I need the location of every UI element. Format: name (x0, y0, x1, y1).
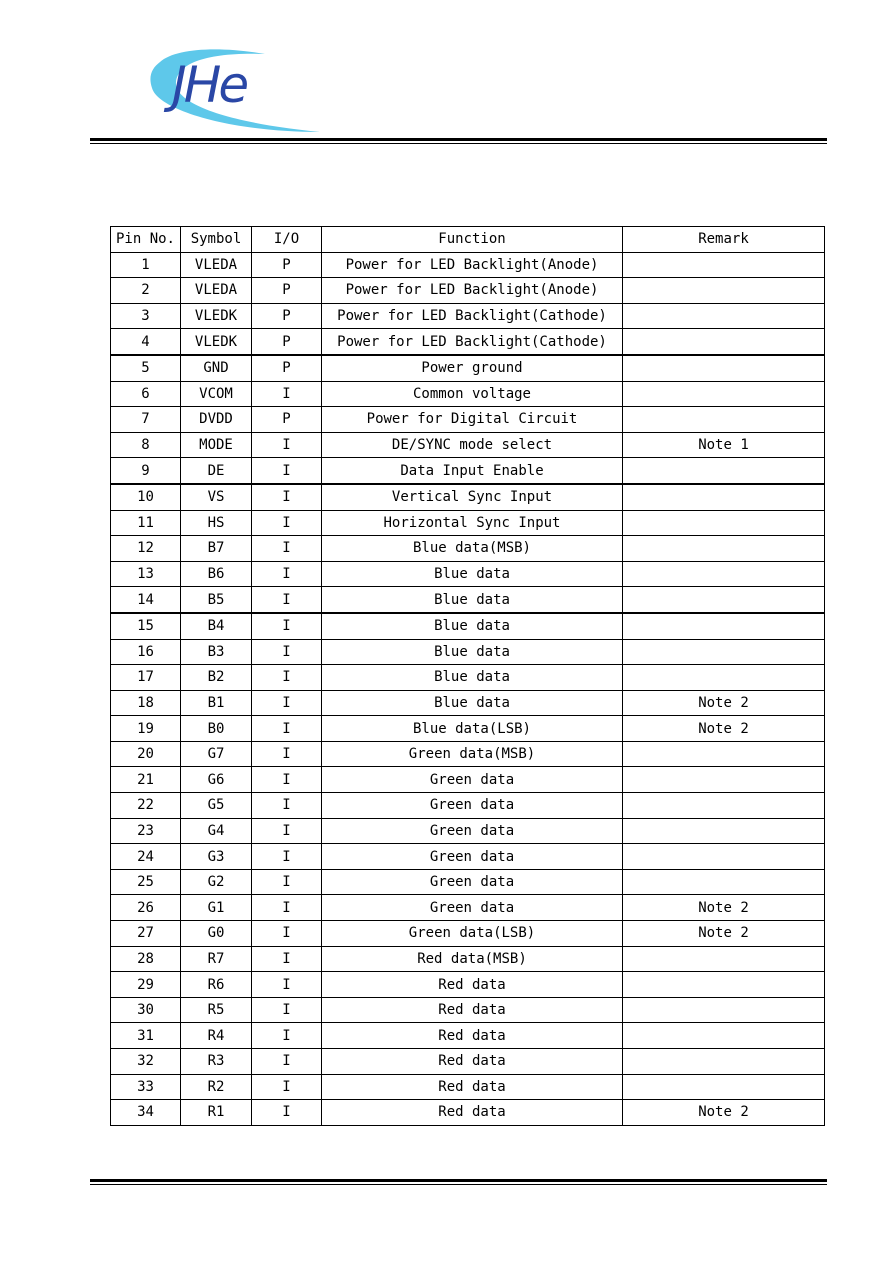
symbol-cell: VLEDK (181, 303, 252, 329)
io-cell: I (252, 869, 322, 895)
function-cell: Blue data (322, 613, 623, 639)
remark-cell (623, 793, 825, 819)
remark-cell: Note 2 (623, 716, 825, 742)
table-row (111, 741, 825, 767)
function-cell: Power for LED Backlight(Cathode) (322, 303, 623, 329)
io-cell: P (252, 407, 322, 433)
pin-no-cell: 31 (111, 1023, 181, 1049)
pin-no-cell: 29 (111, 972, 181, 998)
io-cell: I (252, 639, 322, 665)
io-cell: I (252, 741, 322, 767)
symbol-cell: G4 (181, 818, 252, 844)
function-cell: Horizontal Sync Input (322, 510, 623, 536)
table-row (111, 1049, 825, 1075)
pin-no-cell: 13 (111, 561, 181, 587)
table-row (111, 407, 825, 433)
remark-cell: Note 1 (623, 432, 825, 458)
function-cell: Green data (322, 844, 623, 870)
pin-no-cell: 27 (111, 921, 181, 947)
pin-no-cell: 9 (111, 458, 181, 484)
function-cell: Red data(MSB) (322, 946, 623, 972)
pin-no-cell: 8 (111, 432, 181, 458)
pin-no-cell: 24 (111, 844, 181, 870)
table-row (111, 510, 825, 536)
symbol-cell: R3 (181, 1049, 252, 1075)
pin-no-cell: 32 (111, 1049, 181, 1075)
pin-no-cell: 23 (111, 818, 181, 844)
table-row (111, 690, 825, 716)
pin-no-cell: 15 (111, 613, 181, 639)
remark-cell (623, 741, 825, 767)
remark-cell (623, 458, 825, 484)
function-cell: Green data (322, 767, 623, 793)
remark-cell (623, 484, 825, 510)
io-cell: I (252, 895, 322, 921)
pin-no-cell: 1 (111, 252, 181, 278)
pin-no-cell: 3 (111, 303, 181, 329)
symbol-cell: B1 (181, 690, 252, 716)
function-cell: Power for LED Backlight(Cathode) (322, 329, 623, 355)
function-cell: Green data (322, 869, 623, 895)
io-cell: P (252, 329, 322, 355)
table-row (111, 536, 825, 562)
symbol-cell: VS (181, 484, 252, 510)
function-cell: Blue data(LSB) (322, 716, 623, 742)
table-row (111, 613, 825, 639)
symbol-cell: R5 (181, 997, 252, 1023)
remark-cell (623, 329, 825, 355)
symbol-cell: B5 (181, 587, 252, 613)
io-cell: I (252, 972, 322, 998)
table-row (111, 381, 825, 407)
symbol-cell: R1 (181, 1100, 252, 1126)
pin-no-cell: 4 (111, 329, 181, 355)
pin-no-cell: 6 (111, 381, 181, 407)
pin-no-cell: 11 (111, 510, 181, 536)
symbol-cell: R7 (181, 946, 252, 972)
symbol-cell: VLEDA (181, 252, 252, 278)
io-cell: I (252, 510, 322, 536)
table-header-row (111, 227, 825, 253)
pin-no-cell: 20 (111, 741, 181, 767)
pin-no-cell: 17 (111, 665, 181, 691)
symbol-cell: DVDD (181, 407, 252, 433)
io-cell: P (252, 278, 322, 304)
function-cell: Power ground (322, 355, 623, 381)
io-cell: I (252, 1049, 322, 1075)
table-row (111, 921, 825, 947)
symbol-cell: G7 (181, 741, 252, 767)
table-row (111, 561, 825, 587)
io-cell: I (252, 561, 322, 587)
remark-cell (623, 381, 825, 407)
function-cell: Red data (322, 1074, 623, 1100)
pin-no-cell: 16 (111, 639, 181, 665)
symbol-cell: VCOM (181, 381, 252, 407)
symbol-cell: G1 (181, 895, 252, 921)
remark-cell (623, 1049, 825, 1075)
remark-cell (623, 407, 825, 433)
symbol-cell: R2 (181, 1074, 252, 1100)
table-body (111, 252, 825, 1125)
io-cell: I (252, 458, 322, 484)
symbol-cell: R4 (181, 1023, 252, 1049)
table-row (111, 716, 825, 742)
table-row (111, 303, 825, 329)
function-cell: Blue data (322, 561, 623, 587)
remark-cell (623, 536, 825, 562)
io-cell: I (252, 381, 322, 407)
function-cell: Red data (322, 972, 623, 998)
function-cell: Vertical Sync Input (322, 484, 623, 510)
pin-no-cell: 19 (111, 716, 181, 742)
remark-cell: Note 2 (623, 895, 825, 921)
symbol-cell: GND (181, 355, 252, 381)
function-cell: Green data(LSB) (322, 921, 623, 947)
remark-cell (623, 587, 825, 613)
function-cell: Blue data (322, 665, 623, 691)
table-row (111, 895, 825, 921)
table-row (111, 767, 825, 793)
pin-no-cell: 25 (111, 869, 181, 895)
pin-no-cell: 18 (111, 690, 181, 716)
header-pin-no: Pin No. (111, 227, 181, 253)
function-cell: Data Input Enable (322, 458, 623, 484)
remark-cell (623, 869, 825, 895)
io-cell: I (252, 767, 322, 793)
io-cell: I (252, 997, 322, 1023)
remark-cell (623, 561, 825, 587)
remark-cell (623, 303, 825, 329)
pin-no-cell: 10 (111, 484, 181, 510)
io-cell: I (252, 536, 322, 562)
table-row (111, 587, 825, 613)
pin-no-cell: 30 (111, 997, 181, 1023)
table-row (111, 639, 825, 665)
function-cell: Red data (322, 1023, 623, 1049)
header-function: Function (322, 227, 623, 253)
io-cell: P (252, 252, 322, 278)
io-cell: I (252, 1023, 322, 1049)
logo-text: JHe (172, 56, 247, 114)
symbol-cell: B6 (181, 561, 252, 587)
remark-cell (623, 818, 825, 844)
remark-cell: Note 2 (623, 690, 825, 716)
remark-cell: Note 2 (623, 921, 825, 947)
table-row (111, 484, 825, 510)
symbol-cell: G5 (181, 793, 252, 819)
pin-no-cell: 5 (111, 355, 181, 381)
function-cell: Common voltage (322, 381, 623, 407)
remark-cell (623, 613, 825, 639)
symbol-cell: B0 (181, 716, 252, 742)
io-cell: I (252, 844, 322, 870)
table-row (111, 1074, 825, 1100)
function-cell: Red data (322, 1049, 623, 1075)
remark-cell (623, 278, 825, 304)
symbol-cell: G6 (181, 767, 252, 793)
function-cell: Power for LED Backlight(Anode) (322, 278, 623, 304)
function-cell: Red data (322, 997, 623, 1023)
symbol-cell: B2 (181, 665, 252, 691)
symbol-cell: B3 (181, 639, 252, 665)
io-cell: I (252, 1100, 322, 1126)
io-cell: I (252, 432, 322, 458)
symbol-cell: R6 (181, 972, 252, 998)
symbol-cell: G3 (181, 844, 252, 870)
remark-cell (623, 1074, 825, 1100)
remark-cell (623, 767, 825, 793)
io-cell: I (252, 818, 322, 844)
remark-cell (623, 665, 825, 691)
io-cell: I (252, 946, 322, 972)
remark-cell: Note 2 (623, 1100, 825, 1126)
table-row (111, 997, 825, 1023)
table-row (111, 432, 825, 458)
function-cell: Green data(MSB) (322, 741, 623, 767)
table-row (111, 355, 825, 381)
remark-cell (623, 997, 825, 1023)
function-cell: Green data (322, 793, 623, 819)
table-row (111, 844, 825, 870)
remark-cell (623, 510, 825, 536)
remark-cell (623, 972, 825, 998)
table-row (111, 869, 825, 895)
function-cell: Blue data (322, 587, 623, 613)
table-row (111, 278, 825, 304)
pin-no-cell: 26 (111, 895, 181, 921)
function-cell: Blue data(MSB) (322, 536, 623, 562)
symbol-cell: G2 (181, 869, 252, 895)
remark-cell (623, 252, 825, 278)
pin-no-cell: 7 (111, 407, 181, 433)
header-symbol: Symbol (181, 227, 252, 253)
symbol-cell: B4 (181, 613, 252, 639)
remark-cell (623, 844, 825, 870)
pin-no-cell: 22 (111, 793, 181, 819)
pin-no-cell: 2 (111, 278, 181, 304)
pin-no-cell: 14 (111, 587, 181, 613)
function-cell: Blue data (322, 690, 623, 716)
symbol-cell: VLEDK (181, 329, 252, 355)
io-cell: I (252, 793, 322, 819)
remark-cell (623, 946, 825, 972)
function-cell: Green data (322, 895, 623, 921)
pin-no-cell: 34 (111, 1100, 181, 1126)
io-cell: I (252, 665, 322, 691)
function-cell: Blue data (322, 639, 623, 665)
table-row (111, 1023, 825, 1049)
header-remark: Remark (623, 227, 825, 253)
io-cell: I (252, 484, 322, 510)
symbol-cell: VLEDA (181, 278, 252, 304)
io-cell: P (252, 355, 322, 381)
io-cell: I (252, 587, 322, 613)
table-row (111, 1100, 825, 1126)
function-cell: Power for Digital Circuit (322, 407, 623, 433)
table-row (111, 329, 825, 355)
pin-no-cell: 12 (111, 536, 181, 562)
table-row (111, 793, 825, 819)
table-row (111, 818, 825, 844)
company-logo (140, 40, 340, 140)
footer-rule (90, 1179, 827, 1185)
function-cell: Power for LED Backlight(Anode) (322, 252, 623, 278)
remark-cell (623, 1023, 825, 1049)
io-cell: I (252, 690, 322, 716)
remark-cell (623, 355, 825, 381)
function-cell: DE/SYNC mode select (322, 432, 623, 458)
symbol-cell: G0 (181, 921, 252, 947)
remark-cell (623, 639, 825, 665)
io-cell: I (252, 921, 322, 947)
table-row (111, 665, 825, 691)
pin-no-cell: 28 (111, 946, 181, 972)
table-row (111, 972, 825, 998)
pin-no-cell: 33 (111, 1074, 181, 1100)
io-cell: P (252, 303, 322, 329)
symbol-cell: DE (181, 458, 252, 484)
function-cell: Red data (322, 1100, 623, 1126)
symbol-cell: B7 (181, 536, 252, 562)
table-row (111, 252, 825, 278)
function-cell: Green data (322, 818, 623, 844)
io-cell: I (252, 716, 322, 742)
pin-assignment-table (110, 226, 825, 1126)
io-cell: I (252, 613, 322, 639)
header-rule (90, 138, 827, 144)
pin-no-cell: 21 (111, 767, 181, 793)
symbol-cell: HS (181, 510, 252, 536)
symbol-cell: MODE (181, 432, 252, 458)
io-cell: I (252, 1074, 322, 1100)
table-row (111, 458, 825, 484)
table-row (111, 946, 825, 972)
header-io: I/O (252, 227, 322, 253)
